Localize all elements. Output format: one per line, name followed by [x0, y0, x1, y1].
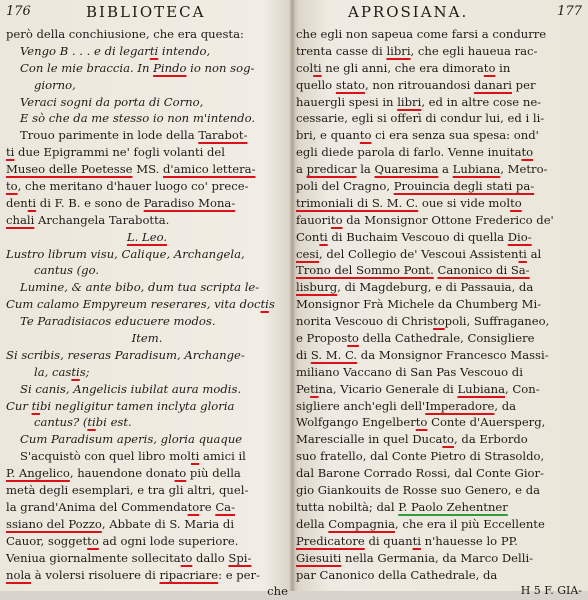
left-text-line: la, castis; [34, 364, 90, 379]
left-text-line: to, che meritano d'hauer luogo co' prece- [6, 179, 249, 194]
right-text-line: norita Vescouo di Christopoli, Suffraganeo, [296, 314, 550, 329]
right-text-line: Predicatore di quanti n'hauesse lo PP. [296, 533, 518, 548]
left-text-line: Te Paradisiacos educuere modos. [20, 314, 216, 329]
left-text-line: Con le mie braccia. In Pindo io non sog- [20, 60, 255, 75]
left-text-line: Item. [131, 331, 163, 346]
right-text-line: Monsignor Frà Michele da Chumberg Mi- [296, 297, 542, 312]
left-text-line: Veniua giornalmente sollecitato dallo Spi- [6, 550, 252, 565]
left-text-line: Cauor, soggetto ad ogni lode superiore. [6, 533, 239, 548]
left-text-line: Cur tibi negligitur tamen inclyta gloria [6, 398, 235, 413]
left-text-line: denti di F. B. e sono de Paradiso Mona- [6, 195, 236, 210]
right-text-line: quello stato, non ritrouandosi danari per [296, 77, 536, 92]
left-text-line: nola à volersi risoluere di ripacriare: e per- [6, 567, 261, 582]
right-text-line: poli del Cragno, Prouincia degli stati pa- [296, 179, 535, 194]
right-text-line: Marescialle in quel Ducato, da Erbordo [296, 432, 528, 447]
right-text-line: cessarie, egli si offerì di condur lui, ed i li- [296, 111, 545, 126]
left-text-line: però della conchiusione, che era questa: [6, 27, 244, 41]
right-text-line: trimoniali di S. M. C. oue si vide molto [296, 195, 522, 210]
right-text-line: colti ne gli anni, che era dimorato in [296, 60, 511, 75]
left-text-line: chali Archangela Tarabotta. [6, 212, 170, 227]
left-page [6, 0, 288, 599]
right-page-text [296, 26, 582, 600]
right-text-line: lisburg, di Magdeburg, e di Passauia, da [296, 280, 534, 295]
left-text-line: P. Angelico, hauendone donato più della [6, 466, 241, 481]
right-page-header [296, 2, 582, 26]
left-text-line: Si canis, Angelicis iubilat aura modis. [20, 381, 242, 396]
left-text-line: Si scribis, reseras Paradisum, Archange- [6, 347, 245, 362]
right-text-line: trenta casse di libri, che egli haueua rac- [296, 43, 538, 58]
right-text-line: miliano Vaccano di San Pas Vescouo di [296, 364, 523, 379]
right-text-line: gio Giankouits de Rosse suo Genero, e da [296, 483, 541, 498]
left-text-line: Cum calamo Empyreum reserares, vita doctis [6, 297, 275, 312]
right-page-number: 177 [557, 4, 582, 19]
left-text-line: S'acquistò con quel libro molti amici il [20, 449, 246, 464]
right-text-line: che egli non sapeua come farsi a condurre [296, 27, 547, 41]
left-text-line: giorno, [34, 77, 76, 92]
right-text-line: tutta nobiltà; dal P. Paolo Zehentner [296, 499, 508, 514]
right-text-line: suo fratello, dal Conte Pietro di Strasoldo, [296, 449, 545, 464]
left-text-line: E sò che da me stesso io non m'intendo. [20, 111, 256, 126]
right-text-line: par Canonico della Cathedrale, da [296, 567, 498, 582]
right-text-line: sigliere anch'egli dell'Imperadore, da [296, 398, 517, 413]
left-text-line: che [267, 584, 288, 599]
left-text-line: Trouo parimente in lode della Tarabot- [20, 128, 248, 143]
right-text-line: e Proposto della Cathedrale, Consigliere [296, 331, 535, 346]
left-text-line: Lustro librum visu, Calique, Archangela, [6, 246, 245, 261]
left-text-line: ti due Epigrammi ne' fogli volanti del [6, 145, 225, 160]
left-text-line: cantus? (tibi est. [34, 415, 132, 430]
left-text-line: Veraci sogni da porta di Corno, [20, 94, 204, 109]
right-page [296, 0, 582, 598]
right-text-line: Trono del Sommo Pont. Canonico di Sa- [296, 263, 530, 278]
right-text-line: hauergli spesi in libri, ed in altre cose ne- [296, 94, 542, 109]
left-text-line: Lumine, & ante bibo, dum tua scripta le- [20, 280, 260, 295]
right-text-line: Conti di Buchaim Vescouo di quella Dio- [296, 229, 532, 244]
left-text-line: Museo delle Poetesse MS. d'amico lettera- [6, 162, 256, 177]
left-running-head: BIBLIOTECA [86, 3, 206, 21]
right-running-head: APROSIANA. [348, 3, 469, 21]
right-text-line: di S. M. C. da Monsignor Francesco Massi- [296, 347, 549, 362]
right-text-line: H 5 F. GIA- [520, 584, 582, 598]
right-text-line: fauorito da Monsignor Ottone Frederico de' [296, 212, 554, 227]
left-page-header [6, 2, 288, 26]
right-text-line: bri, e quanto ci era senza sua spesa: ond' [296, 128, 539, 143]
right-text-line: dal Barone Corrado Rossi, dal Conte Gior- [296, 466, 544, 481]
left-page-number: 176 [6, 4, 31, 19]
left-text-line: ssiano del Pozzo, Abbate di S. Maria di [6, 516, 235, 531]
left-text-line: L. Leo. [126, 229, 168, 244]
left-text-line: metà degli esemplari, e tra gli altri, quel- [6, 483, 249, 498]
left-page-text [6, 26, 288, 600]
left-text-line: la grand'Anima del Commendatore Ca- [6, 499, 236, 514]
left-text-line: Cum Paradisum aperis, gloria quaque [20, 432, 243, 447]
right-text-line: a predicar la Quaresima a Lubiana, Metro- [296, 162, 548, 177]
right-text-line: Giesuiti nella Germania, da Marco Delli- [296, 550, 534, 565]
right-text-line: della Compagnia, che era il più Eccellente [296, 516, 545, 531]
right-text-line: cesi, del Collegio de' Vescoui Assistenti al [296, 246, 542, 261]
book-gutter [289, 0, 295, 591]
right-text-line: egli diede parola di farlo. Venne inuitato [296, 145, 534, 160]
right-text-line: Petina, Vicario Generale di Lubiana, Con- [296, 381, 540, 396]
right-text-line: Wolfgango Engelberto Conte d'Auersperg, [296, 415, 546, 430]
left-text-line: Vengo B . . . e di legarti intendo, [20, 43, 211, 58]
left-text-line: cantus (go. [34, 263, 100, 278]
